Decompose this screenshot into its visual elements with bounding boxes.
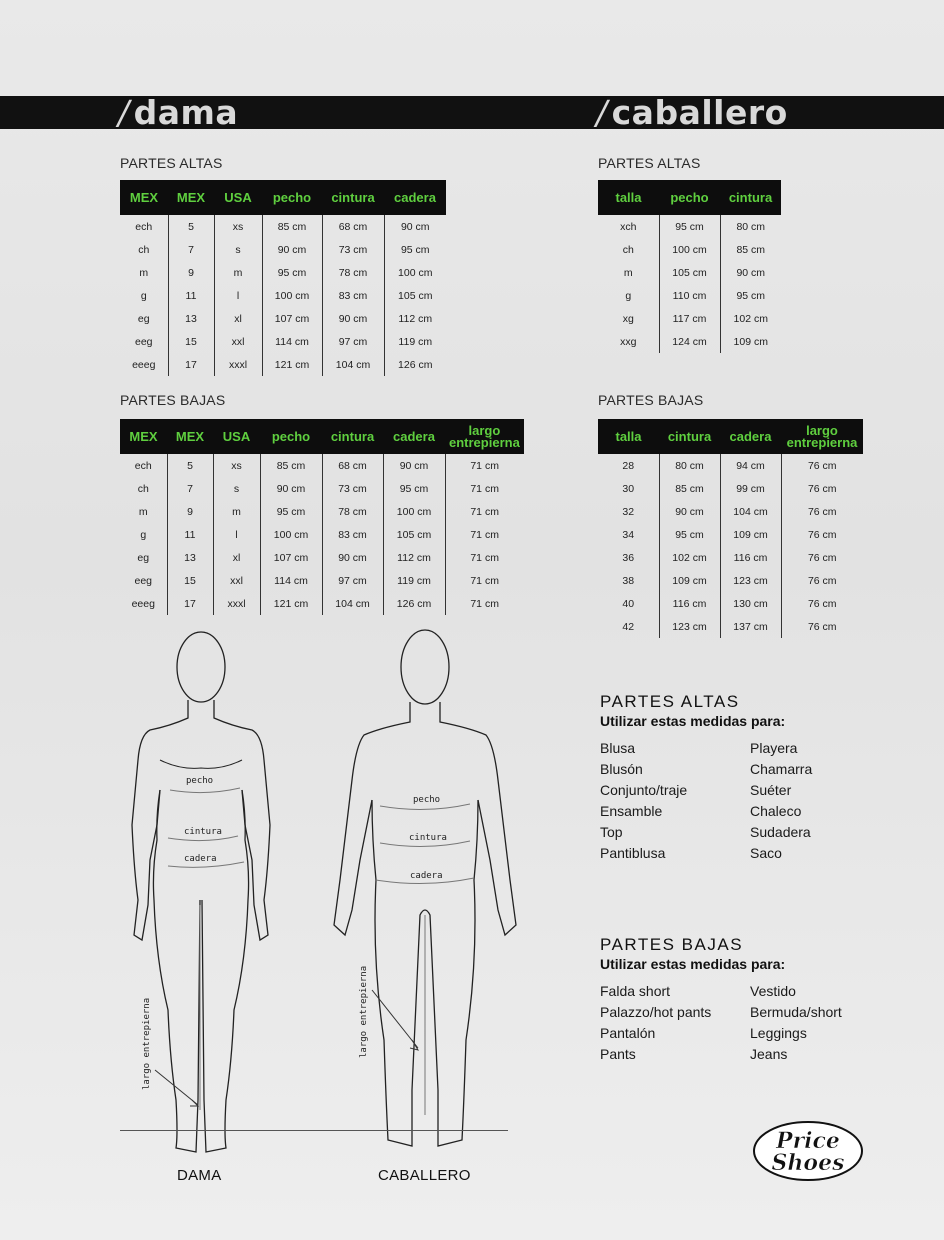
caballero-cadera-label: cadera bbox=[410, 871, 443, 881]
garment-list-item: Top bbox=[600, 824, 623, 840]
table-cell: 100 cm bbox=[262, 284, 322, 307]
table-cell: 109 cm bbox=[659, 569, 720, 592]
table-cell: eeg bbox=[120, 569, 167, 592]
dama-altas-label: PARTES ALTAS bbox=[120, 155, 223, 171]
table-cell: 36 bbox=[598, 546, 659, 569]
table-cell: eeeg bbox=[120, 592, 167, 615]
table-cell: xxg bbox=[598, 330, 659, 353]
table-cell: 90 cm bbox=[322, 307, 384, 330]
garment-list-item: Blusón bbox=[600, 761, 643, 777]
column-header: largo entrepierna bbox=[445, 419, 524, 454]
table-cell: 119 cm bbox=[383, 569, 445, 592]
table-cell: 105 cm bbox=[383, 523, 445, 546]
garment-list-item: Conjunto/traje bbox=[600, 782, 688, 798]
table-cell: 97 cm bbox=[322, 569, 383, 592]
dama-figure bbox=[132, 632, 270, 1152]
table-cell: 76 cm bbox=[807, 528, 837, 541]
table-cell: 104 cm bbox=[322, 592, 383, 615]
table-cell: xxxl bbox=[214, 353, 262, 376]
table-cell: 130 cm bbox=[720, 592, 781, 615]
table-cell: 95 cm bbox=[400, 243, 430, 256]
table-cell: ech bbox=[120, 454, 167, 477]
table-cell: xg bbox=[598, 307, 659, 330]
table-cell: s bbox=[213, 477, 260, 500]
column-header: MEX bbox=[168, 180, 214, 215]
table-cell: 11 bbox=[167, 523, 213, 546]
table-cell: xs bbox=[214, 215, 262, 238]
table-cell: 83 cm bbox=[322, 523, 383, 546]
table-cell: 116 cm bbox=[720, 546, 781, 569]
table-cell: 68 cm bbox=[322, 215, 384, 238]
table-cell: 94 cm bbox=[720, 454, 781, 477]
table-cell: 90 cm bbox=[322, 546, 383, 569]
dama-bajas-label: PARTES BAJAS bbox=[120, 392, 226, 408]
table-cell: 104 cm bbox=[720, 500, 781, 523]
table-cell: 83 cm bbox=[322, 284, 384, 307]
table-cell: 105 cm bbox=[398, 289, 433, 302]
table-cell: 85 cm bbox=[262, 215, 322, 238]
garment-list-item: Ensamble bbox=[600, 803, 663, 819]
column-header: talla bbox=[598, 419, 659, 454]
table-cell: 73 cm bbox=[322, 477, 383, 500]
column-header: MEX bbox=[120, 419, 167, 454]
table-cell: 100 cm bbox=[659, 238, 720, 261]
table-cell: s bbox=[214, 238, 262, 261]
garment-list-item: Pants bbox=[600, 1046, 636, 1062]
table-cell: 100 cm bbox=[383, 500, 445, 523]
table-cell: 107 cm bbox=[260, 546, 322, 569]
table-cell: 110 cm bbox=[659, 284, 720, 307]
garment-list-item: Bermuda/short bbox=[750, 1004, 842, 1020]
table-cell: 124 cm bbox=[659, 330, 720, 353]
table-cell: 71 cm bbox=[470, 574, 499, 587]
column-header: cintura bbox=[322, 419, 383, 454]
dama-largo-label: largo entrepierna bbox=[142, 997, 152, 1090]
dama-figure-label: DAMA bbox=[177, 1167, 222, 1184]
table-cell: ch bbox=[120, 238, 168, 261]
table-cell: 30 bbox=[598, 477, 659, 500]
column-header: USA bbox=[214, 180, 262, 215]
table-cell: 95 cm bbox=[659, 523, 720, 546]
table-cell: xxl bbox=[213, 569, 260, 592]
column-header: cadera bbox=[383, 419, 445, 454]
column-header: pecho bbox=[262, 180, 322, 215]
caballero-bajas-label: PARTES BAJAS bbox=[598, 392, 704, 408]
table-cell: 28 bbox=[598, 454, 659, 477]
caballero-altas-label: PARTES ALTAS bbox=[598, 155, 701, 171]
table-cell: xl bbox=[213, 546, 260, 569]
table-cell: 80 cm bbox=[736, 220, 766, 233]
dama-pecho-label: pecho bbox=[186, 776, 214, 786]
table-cell: 34 bbox=[598, 523, 659, 546]
column-header: cadera bbox=[384, 180, 446, 215]
garment-list-item: Leggings bbox=[750, 1025, 807, 1041]
table-cell: xs bbox=[213, 454, 260, 477]
table-cell: 15 bbox=[167, 569, 213, 592]
table-cell: 85 cm bbox=[659, 477, 720, 500]
table-cell: xch bbox=[598, 215, 659, 238]
table-cell: 114 cm bbox=[262, 330, 322, 353]
table-cell: 11 bbox=[168, 284, 214, 307]
garment-list-item: Palazzo/hot pants bbox=[600, 1004, 712, 1020]
column-header: USA bbox=[213, 419, 260, 454]
uso-bajas-subtitle: Utilizar estas medidas para: bbox=[600, 956, 786, 972]
table-cell: m bbox=[213, 500, 260, 523]
table-cell: 117 cm bbox=[659, 307, 720, 330]
column-header: cintura bbox=[322, 180, 384, 215]
svg-text:Price: Price bbox=[776, 1128, 840, 1154]
table-cell: 9 bbox=[167, 500, 213, 523]
table-cell: 90 cm bbox=[262, 238, 322, 261]
table-cell: 7 bbox=[167, 477, 213, 500]
table-cell: 121 cm bbox=[260, 592, 322, 615]
table-cell: 76 cm bbox=[807, 505, 837, 518]
garment-list-item: Vestido bbox=[750, 983, 796, 999]
table-cell: ch bbox=[120, 477, 167, 500]
garment-list-item: Chaleco bbox=[750, 803, 802, 819]
table-cell: ech bbox=[120, 215, 168, 238]
garment-list-item: Playera bbox=[750, 740, 798, 756]
garment-list-item: Pantiblusa bbox=[600, 845, 666, 861]
table-cell: 73 cm bbox=[322, 238, 384, 261]
price-shoes-logo bbox=[752, 1120, 864, 1182]
table-cell: 76 cm bbox=[807, 620, 837, 633]
table-cell: 95 cm bbox=[659, 215, 720, 238]
table-cell: 85 cm bbox=[736, 243, 766, 256]
table-cell: 71 cm bbox=[470, 597, 499, 610]
table-cell: 126 cm bbox=[383, 592, 445, 615]
garment-list-item: Falda short bbox=[600, 983, 671, 999]
table-cell: 102 cm bbox=[733, 312, 768, 325]
column-header: cintura bbox=[720, 180, 781, 215]
table-cell: 105 cm bbox=[659, 261, 720, 284]
table-cell: 121 cm bbox=[262, 353, 322, 376]
table-cell: 71 cm bbox=[470, 505, 499, 518]
ground-line bbox=[120, 1130, 508, 1131]
table-cell: eg bbox=[120, 546, 167, 569]
garment-list-item: Suéter bbox=[750, 782, 792, 798]
garment-list-item: Chamarra bbox=[750, 761, 813, 777]
dama-cadera-label: cadera bbox=[184, 854, 217, 864]
table-cell: 102 cm bbox=[659, 546, 720, 569]
table-cell: 71 cm bbox=[470, 482, 499, 495]
table-cell: g bbox=[598, 284, 659, 307]
table-cell: 104 cm bbox=[322, 353, 384, 376]
table-cell: 100 cm bbox=[260, 523, 322, 546]
table-cell: 90 cm bbox=[400, 220, 430, 233]
table-cell: 32 bbox=[598, 500, 659, 523]
table-cell: 7 bbox=[168, 238, 214, 261]
table-cell: 97 cm bbox=[322, 330, 384, 353]
column-header: pecho bbox=[260, 419, 322, 454]
table-cell: 112 cm bbox=[383, 546, 445, 569]
table-cell: 78 cm bbox=[322, 500, 383, 523]
table-cell: l bbox=[213, 523, 260, 546]
caballero-largo-label: largo entrepierna bbox=[359, 965, 369, 1058]
table-cell: xxl bbox=[214, 330, 262, 353]
table-cell: 38 bbox=[598, 569, 659, 592]
caballero-title: / caballero bbox=[596, 93, 788, 132]
table-cell: 95 cm bbox=[383, 477, 445, 500]
table-cell: 9 bbox=[168, 261, 214, 284]
table-cell: 80 cm bbox=[659, 454, 720, 477]
garment-list-item: Sudadera bbox=[750, 824, 811, 840]
column-header: MEX bbox=[167, 419, 213, 454]
table-cell: 71 cm bbox=[470, 459, 499, 472]
table-cell: g bbox=[120, 523, 167, 546]
table-cell: 76 cm bbox=[807, 574, 837, 587]
table-cell: xxxl bbox=[213, 592, 260, 615]
column-header: cintura bbox=[659, 419, 720, 454]
table-cell: g bbox=[120, 284, 168, 307]
table-cell: 109 cm bbox=[733, 335, 768, 348]
table-cell: 114 cm bbox=[260, 569, 322, 592]
table-cell: xl bbox=[214, 307, 262, 330]
table-cell: m bbox=[120, 261, 168, 284]
table-cell: 68 cm bbox=[322, 454, 383, 477]
table-cell: 123 cm bbox=[659, 615, 720, 638]
garment-list-item: Blusa bbox=[600, 740, 636, 756]
table-cell: 90 cm bbox=[736, 266, 766, 279]
table-cell: 71 cm bbox=[470, 551, 499, 564]
table-cell: 76 cm bbox=[807, 459, 837, 472]
table-cell: ch bbox=[598, 238, 659, 261]
garment-list-item: Jeans bbox=[750, 1046, 788, 1062]
table-cell: l bbox=[214, 284, 262, 307]
uso-altas-title: PARTES ALTAS bbox=[600, 692, 740, 711]
table-cell: 76 cm bbox=[807, 551, 837, 564]
table-cell: eg bbox=[120, 307, 168, 330]
table-cell: 5 bbox=[168, 215, 214, 238]
table-cell: 5 bbox=[167, 454, 213, 477]
table-cell: 99 cm bbox=[720, 477, 781, 500]
svg-text:Shoes: Shoes bbox=[771, 1150, 845, 1176]
table-cell: 90 cm bbox=[383, 454, 445, 477]
caballero-pecho-label: pecho bbox=[413, 795, 441, 805]
table-cell: 119 cm bbox=[398, 335, 433, 348]
table-cell: 71 cm bbox=[470, 528, 499, 541]
column-header: cadera bbox=[720, 419, 781, 454]
table-cell: 13 bbox=[168, 307, 214, 330]
table-cell: 76 cm bbox=[807, 482, 837, 495]
table-cell: 100 cm bbox=[398, 266, 433, 279]
table-cell: 76 cm bbox=[807, 597, 837, 610]
column-header: MEX bbox=[120, 180, 168, 215]
table-cell: 112 cm bbox=[398, 312, 433, 325]
caballero-figure-label: CABALLERO bbox=[378, 1167, 471, 1184]
garment-list-item: Saco bbox=[750, 845, 782, 861]
table-cell: 42 bbox=[598, 615, 659, 638]
uso-altas-subtitle: Utilizar estas medidas para: bbox=[600, 713, 786, 729]
table-cell: eeg bbox=[120, 330, 168, 353]
uso-bajas-title: PARTES BAJAS bbox=[600, 935, 744, 954]
table-cell: 95 cm bbox=[262, 261, 322, 284]
table-cell: eeeg bbox=[120, 353, 168, 376]
column-header: talla bbox=[598, 180, 659, 215]
table-cell: 13 bbox=[167, 546, 213, 569]
table-cell: m bbox=[598, 261, 659, 284]
garment-list-item: Pantalón bbox=[600, 1025, 656, 1041]
dama-cintura-label: cintura bbox=[184, 827, 222, 837]
table-cell: m bbox=[214, 261, 262, 284]
table-cell: 107 cm bbox=[262, 307, 322, 330]
table-cell: 109 cm bbox=[720, 523, 781, 546]
table-cell: 15 bbox=[168, 330, 214, 353]
table-cell: 78 cm bbox=[322, 261, 384, 284]
table-cell: m bbox=[120, 500, 167, 523]
table-cell: 123 cm bbox=[720, 569, 781, 592]
table-cell: 40 bbox=[598, 592, 659, 615]
table-cell: 126 cm bbox=[398, 358, 433, 371]
column-header: pecho bbox=[659, 180, 720, 215]
column-header: largo entrepierna bbox=[781, 419, 863, 454]
table-cell: 137 cm bbox=[720, 615, 781, 638]
table-cell: 17 bbox=[168, 353, 214, 376]
table-cell: 90 cm bbox=[260, 477, 322, 500]
table-cell: 90 cm bbox=[659, 500, 720, 523]
table-cell: 95 cm bbox=[736, 289, 766, 302]
table-cell: 17 bbox=[167, 592, 213, 615]
table-cell: 85 cm bbox=[260, 454, 322, 477]
caballero-cintura-label: cintura bbox=[409, 833, 447, 843]
table-cell: 116 cm bbox=[659, 592, 720, 615]
dama-title: / dama bbox=[118, 93, 239, 132]
table-cell: 95 cm bbox=[260, 500, 322, 523]
